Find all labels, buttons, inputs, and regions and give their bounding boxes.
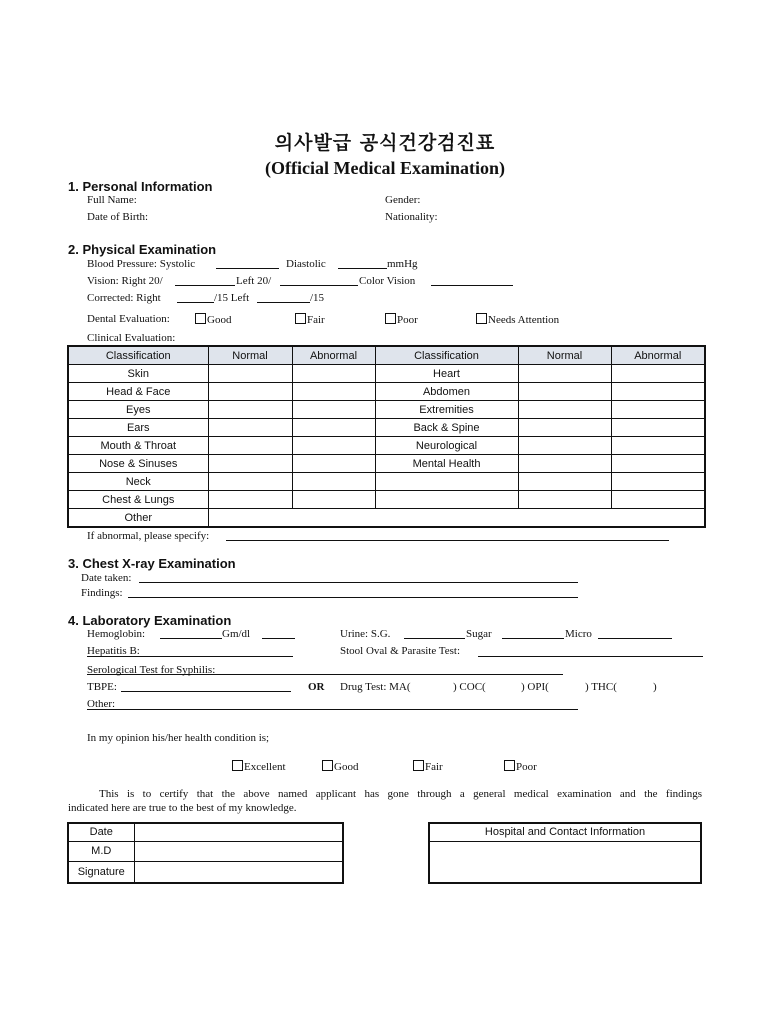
table-row [68,509,705,528]
table-row [68,419,705,437]
dental-option-good[interactable]: Good [195,313,231,326]
dob-label: Date of Birth: [87,211,149,223]
normal-cell[interactable] [518,455,611,473]
table-row [68,365,705,383]
clinical-label: Clinical Evaluation: [87,332,176,344]
other-specify-cell[interactable] [208,509,705,528]
normal-cell[interactable] [208,383,292,401]
table-row [68,473,705,491]
date-taken-field[interactable] [139,582,578,583]
serological-field[interactable] [87,674,563,675]
header-normal: Normal [208,346,292,365]
classification-cell: Mouth & Throat [68,437,208,455]
signature-field[interactable] [134,861,343,883]
abnormal-cell[interactable] [611,401,705,419]
table-row [68,455,705,473]
urine-sg-field[interactable] [404,638,465,639]
or-label: OR [308,681,325,693]
table-header-row [68,346,705,365]
color-vision-label: Color Vision [359,275,416,287]
classification-cell: Other [68,509,208,528]
signature-row-signature [68,861,343,883]
abnormal-cell[interactable] [292,473,375,491]
normal-cell[interactable] [518,419,611,437]
checkbox-icon[interactable] [232,760,243,771]
vision-right-field[interactable] [175,285,235,286]
classification-cell: Head & Face [68,383,208,401]
signature-label: Signature [68,861,134,883]
serological-label: Serological Test for Syphilis: [87,664,216,676]
header-abnormal: Abnormal [611,346,705,365]
other-field[interactable] [87,709,578,710]
abnormal-cell[interactable] [611,473,705,491]
abnormal-cell[interactable] [292,365,375,383]
dental-label: Dental Evaluation: [87,313,170,325]
abnormal-cell[interactable] [611,455,705,473]
classification-cell: Neck [68,473,208,491]
opinion-text: In my opinion his/her health condition is; [87,732,270,744]
color-vision-field[interactable] [431,285,513,286]
nationality-label: Nationality: [385,211,438,223]
signature-row-date [68,823,343,841]
classification-cell: Heart [375,365,518,383]
checkbox-icon[interactable] [504,760,515,771]
drug-test-thc-label: ) THC( [585,681,617,693]
date-label: Date [68,823,134,841]
normal-cell[interactable] [518,437,611,455]
section3-heading: 3. Chest X-ray Examination [68,556,236,571]
certify-line2: indicated here are true to the best of my knowledge. [68,802,297,814]
tbpe-label: TBPE: [87,681,117,693]
hepatitis-label: Hepatitis B: [87,645,140,657]
if-abnormal-field[interactable] [226,540,669,541]
date-field[interactable] [134,823,343,841]
opinion-option-good[interactable]: Good [322,760,358,773]
normal-cell[interactable] [518,473,611,491]
checkbox-icon[interactable] [476,313,487,324]
header-normal: Normal [518,346,611,365]
gm-dl-field[interactable] [262,638,295,639]
abnormal-cell[interactable] [611,437,705,455]
section1-heading: 1. Personal Information [68,179,213,194]
mmhg-label: mmHg [387,258,418,270]
stool-label: Stool Oval & Parasite Test: [340,645,461,657]
normal-cell[interactable] [518,365,611,383]
normal-cell[interactable] [208,419,292,437]
table-row [68,437,705,455]
classification-cell: Extremities [375,401,518,419]
md-field[interactable] [134,841,343,861]
sugar-label: Sugar [466,628,492,640]
header-abnormal: Abnormal [292,346,375,365]
normal-cell[interactable] [208,455,292,473]
hemoglobin-field[interactable] [160,638,222,639]
vision-left-label: Left 20/ [236,275,272,287]
classification-cell [375,473,518,491]
hospital-contact-header: Hospital and Contact Information [430,824,700,842]
sugar-field[interactable] [502,638,564,639]
drug-test-close: ) [653,681,657,693]
corrected-left-field[interactable] [257,302,310,303]
checkbox-icon[interactable] [295,313,306,324]
checkbox-icon[interactable] [385,313,396,324]
title-korean: 의사발급 공식건강검진표 [274,132,496,154]
normal-cell[interactable] [518,491,611,509]
clinical-evaluation-table [67,345,706,528]
tbpe-field[interactable] [121,691,291,692]
corrected-left-suffix: /15 [310,292,325,304]
normal-cell[interactable] [518,383,611,401]
gm-dl-label: Gm/dl [222,628,251,640]
dental-option-needs-attention[interactable]: Needs Attention [476,313,559,326]
corrected-left-label: /15 Left [214,292,250,304]
normal-cell[interactable] [208,401,292,419]
abnormal-cell[interactable] [611,491,705,509]
drug-test-coc-label: ) COC( [453,681,486,693]
stool-field[interactable] [478,656,703,657]
corrected-right-field[interactable] [177,302,214,303]
classification-cell: Neurological [375,437,518,455]
table-row [68,383,705,401]
section4-heading: 4. Laboratory Examination [68,613,232,628]
md-label: M.D [68,841,134,861]
opinion-option-poor[interactable]: Poor [504,760,537,773]
classification-cell: Chest & Lungs [68,491,208,509]
classification-cell [375,491,518,509]
classification-cell: Eyes [68,401,208,419]
table-row [68,401,705,419]
systolic-field[interactable] [216,268,279,269]
opinion-option-excellent[interactable]: Excellent [232,760,286,773]
drug-test-opi-label: ) OPI( [521,681,549,693]
title-english: (Official Medical Examination) [265,158,505,178]
full-name-label: Full Name: [87,194,137,206]
checkbox-icon[interactable] [413,760,424,771]
classification-cell: Back & Spine [375,419,518,437]
micro-label: Micro [565,628,592,640]
diastolic-label: Diastolic [286,258,326,270]
header-classification: Classification [68,346,208,365]
abnormal-cell[interactable] [292,401,375,419]
if-abnormal-label: If abnormal, please specify: [87,530,210,542]
section2-heading: 2. Physical Examination [68,242,217,257]
vision-right-label: Vision: Right 20/ [87,275,163,287]
abnormal-cell[interactable] [292,491,375,509]
opinion-option-fair[interactable]: Fair [413,760,443,773]
abnormal-cell[interactable] [292,383,375,401]
urine-sg-label: Urine: S.G. [340,628,391,640]
header-classification: Classification [375,346,518,365]
normal-cell[interactable] [518,401,611,419]
drug-test-ma-label: Drug Test: MA( [340,681,411,693]
abnormal-cell[interactable] [292,437,375,455]
dental-option-poor[interactable]: Poor [385,313,418,326]
other-label: Other: [87,698,116,710]
certify-line1: This is to certify that the above named applicant has gone through a general medical examination and the findings [99,788,702,800]
table-row [68,491,705,509]
normal-cell[interactable] [208,491,292,509]
checkbox-icon[interactable] [195,313,206,324]
checkbox-icon[interactable] [322,760,333,771]
abnormal-cell[interactable] [292,419,375,437]
gender-label: Gender: [385,194,421,206]
bp-systolic-label: Blood Pressure: Systolic [87,258,196,270]
corrected-right-label: Corrected: Right [87,292,161,304]
normal-cell[interactable] [208,473,292,491]
vision-left-field[interactable] [280,285,358,286]
abnormal-cell[interactable] [292,455,375,473]
date-taken-label: Date taken: [81,572,132,584]
classification-cell: Skin [68,365,208,383]
classification-cell: Mental Health [375,455,518,473]
hepatitis-field[interactable] [87,656,293,657]
signature-row-md [68,841,343,861]
hemoglobin-label: Hemoglobin: [87,628,146,640]
abnormal-cell[interactable] [611,365,705,383]
findings-label: Findings: [81,587,123,599]
classification-cell: Ears [68,419,208,437]
classification-cell: Nose & Sinuses [68,455,208,473]
signature-table [67,822,344,884]
hospital-contact-box[interactable] [428,822,702,884]
dental-option-fair[interactable]: Fair [295,313,325,326]
abnormal-cell[interactable] [611,383,705,401]
diastolic-field[interactable] [338,268,387,269]
normal-cell[interactable] [208,365,292,383]
micro-field[interactable] [598,638,672,639]
normal-cell[interactable] [208,437,292,455]
classification-cell: Abdomen [375,383,518,401]
abnormal-cell[interactable] [611,419,705,437]
findings-field[interactable] [128,597,578,598]
